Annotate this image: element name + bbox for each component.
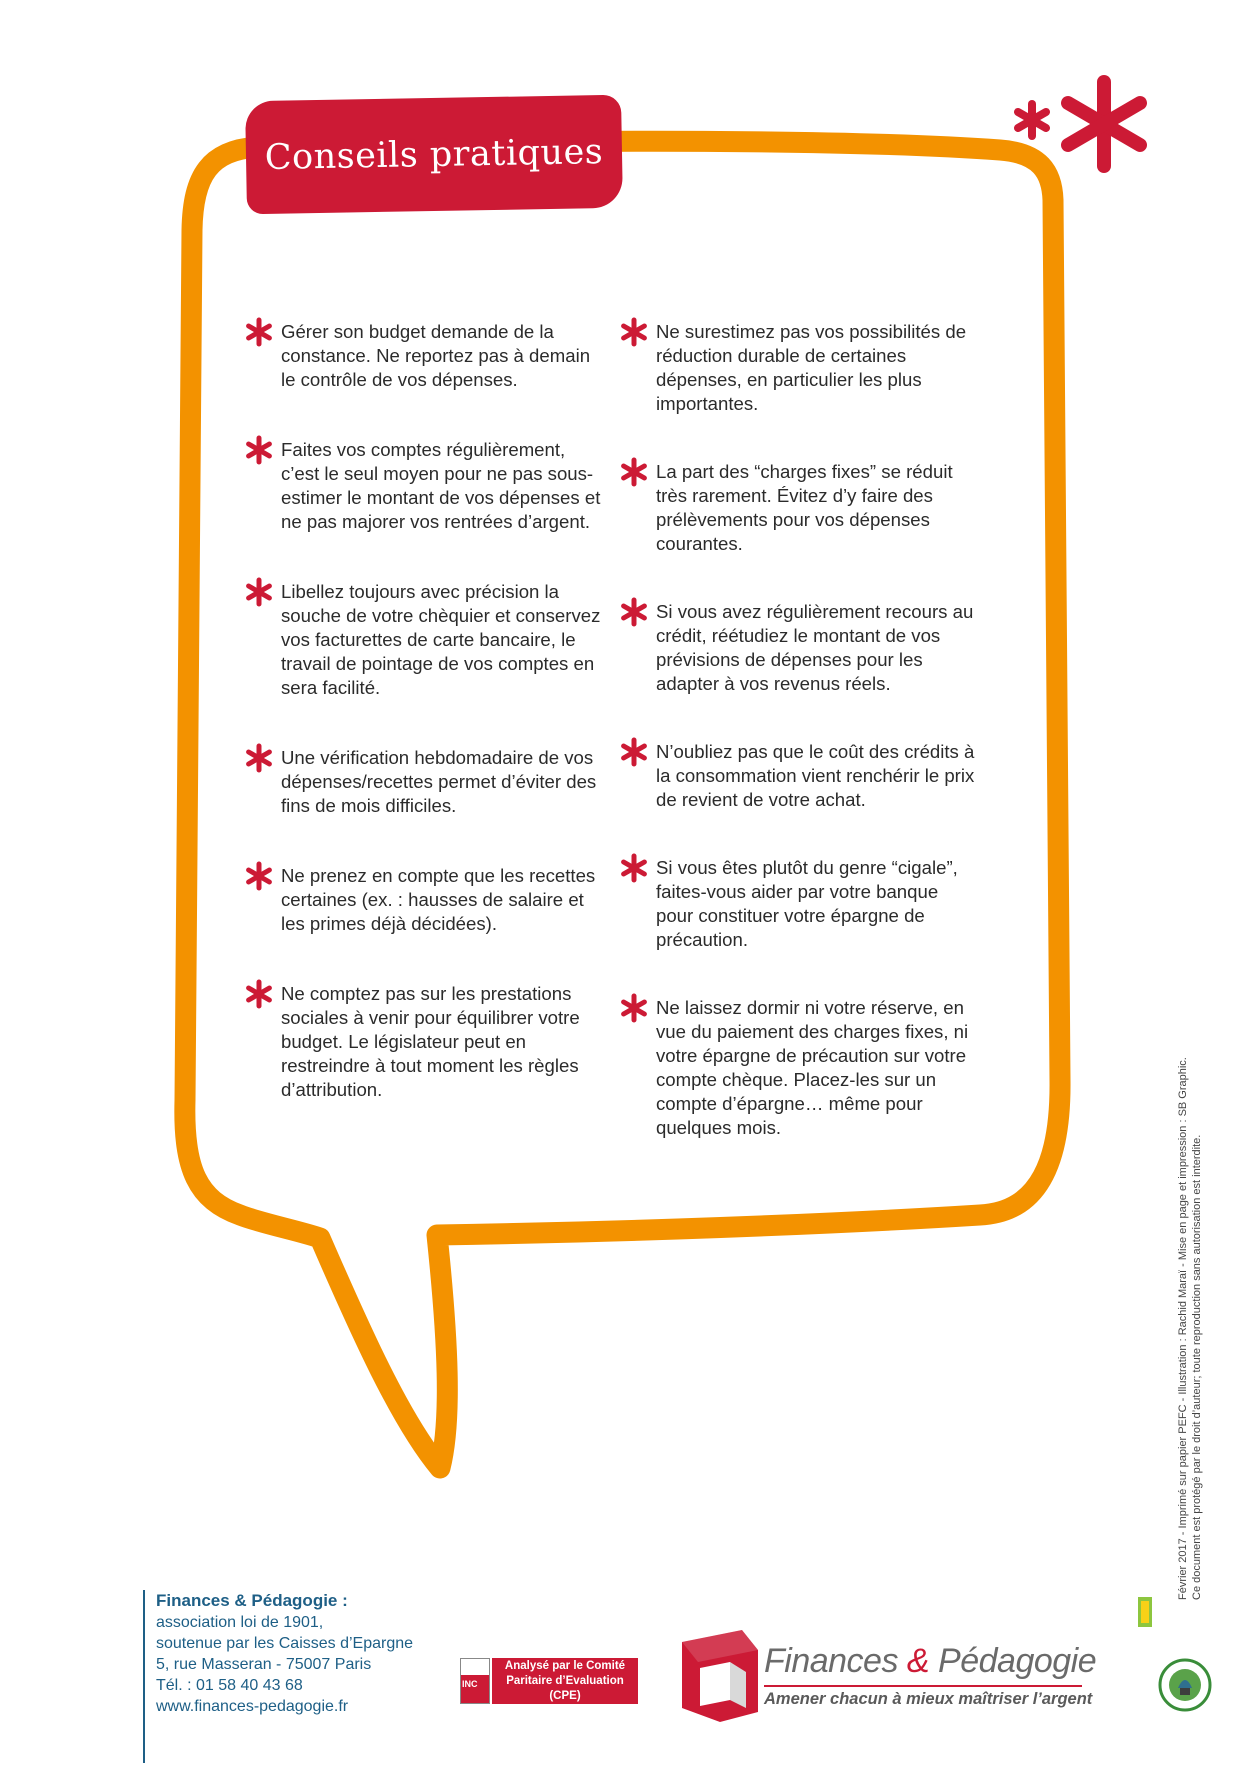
asterisk-bullet-icon: [244, 743, 274, 773]
asterisk-bullet-icon: [244, 861, 274, 891]
inc-badge-label: Analysé par le Comité Paritaire d’Evaluation (CPE): [492, 1658, 638, 1704]
tip-item: [619, 996, 979, 1140]
tip-item: [244, 438, 604, 534]
asterisk-bullet-icon: [619, 457, 649, 487]
logo-tagline: Amener chacun à mieux maîtriser l’argent: [764, 1690, 1093, 1708]
tip-text: Ne prenez en compte que les recettes certaines (ex. : hausses de salaire et les primes déjà décidées).: [281, 865, 596, 934]
asterisk-bullet-icon: [244, 317, 274, 347]
certification-badge-icon: [1138, 1597, 1152, 1627]
tip-text: Faites vos comptes régulièrement, c’est le seul moyen pour ne pas sous-estimer le montant de vos dépenses et ne pas majorer vos rentrées d’argent.: [281, 439, 601, 532]
tip-text: N’oubliez pas que le coût des crédits à la consommation vient renchérir le prix de revient de votre achat.: [656, 741, 975, 810]
tip-text: La part des “charges fixes” se réduit très rarement. Évitez d’y faire des prélèvements pour vos dépenses courantes.: [656, 461, 953, 554]
tip-text: Ne surestimez pas vos possibilités de réduction durable de certaines dépenses, en particulier les plus importantes.: [656, 321, 967, 414]
tip-item: [244, 864, 604, 936]
logo-wordmark: Finances & Pédagogie: [764, 1642, 1097, 1680]
tip-item: [244, 580, 604, 700]
page-title: Conseils pratiques: [264, 131, 604, 178]
tip-item: [619, 856, 979, 952]
asterisk-bullet-icon: [244, 979, 274, 1009]
tip-text: Libellez toujours avec précision la souche de votre chèquier et conservez vos facturettes de carte bancaire, le travail de pointage de vos comptes en sera facilité.: [281, 581, 601, 698]
contact-line: association loi de 1901,: [156, 1614, 324, 1631]
asterisk-bullet-icon: [619, 737, 649, 767]
asterisks-decoration-icon: [1006, 74, 1166, 174]
asterisk-bullet-icon: [244, 435, 274, 465]
tip-text: Si vous êtes plutôt du genre “cigale”, faites-vous aider par votre banque pour constituer votre épargne de précaution.: [656, 857, 958, 950]
title-tab: [245, 95, 623, 215]
asterisk-bullet-icon: [619, 597, 649, 627]
legal-notice: [1176, 1000, 1204, 1600]
legal-line: Février 2017 - Imprimé sur papier PEFC - Illustration : Rachid Maraï - Mise en page et impression : SB Graphic.: [1177, 1057, 1189, 1600]
cube-logo-icon: [680, 1628, 760, 1724]
asterisk-bullet-icon: [619, 853, 649, 883]
tip-item: [619, 460, 979, 556]
tip-item: [619, 600, 979, 696]
contact-org: Finances & Pédagogie :: [156, 1591, 348, 1610]
tip-text: Ne comptez pas sur les prestations sociales à venir pour équilibrer votre budget. Le législateur peut en restreindre à tout moment les règles d’attribution.: [281, 983, 580, 1100]
contact-website-link[interactable]: www.finances-pedagogie.fr: [156, 1698, 349, 1715]
imprim-vert-logo-icon: [1158, 1658, 1212, 1712]
asterisk-bullet-icon: [244, 577, 274, 607]
inc-cpe-badge: [460, 1658, 638, 1706]
tips-column-right: [619, 320, 979, 1184]
tip-item: [619, 320, 979, 416]
asterisk-bullet-icon: [619, 317, 649, 347]
contact-address: 5, rue Masseran - 75007 Paris: [156, 1656, 372, 1673]
inc-logo-icon: INC: [460, 1658, 490, 1704]
contact-line: soutenue par les Caisses d’Epargne: [156, 1635, 414, 1652]
contact-block: [143, 1590, 413, 1763]
tip-text: Si vous avez régulièrement recours au crédit, réétudiez le montant de vos prévisions de dépenses pour les adapter à vos revenus réels.: [656, 601, 974, 694]
finances-pedagogie-logo: [680, 1628, 1100, 1728]
asterisk-bullet-icon: [619, 993, 649, 1023]
tip-item: [244, 982, 604, 1102]
logo-underline: [764, 1685, 1082, 1687]
tip-text: Une vérification hebdomadaire de vos dépenses/recettes permet d’éviter des fins de mois difficiles.: [281, 747, 597, 816]
tip-item: [244, 746, 604, 818]
tips-column-left: [244, 320, 604, 1148]
tip-item: [244, 320, 604, 392]
contact-phone: Tél. : 01 58 40 43 68: [156, 1677, 303, 1694]
tip-text: Gérer son budget demande de la constance. Ne reportez pas à demain le contrôle de vos dépenses.: [281, 321, 591, 390]
tip-text: Ne laissez dormir ni votre réserve, en vue du paiement des charges fixes, ni votre épargne de précaution sur votre compte chèque. Placez-les sur un compte d’épargne… même pour quelques mois.: [656, 997, 969, 1138]
tip-item: [619, 740, 979, 812]
legal-line: Ce document est protégé par le droit d’auteur; toute reproduction sans autorisation est interdite.: [1191, 1134, 1203, 1600]
